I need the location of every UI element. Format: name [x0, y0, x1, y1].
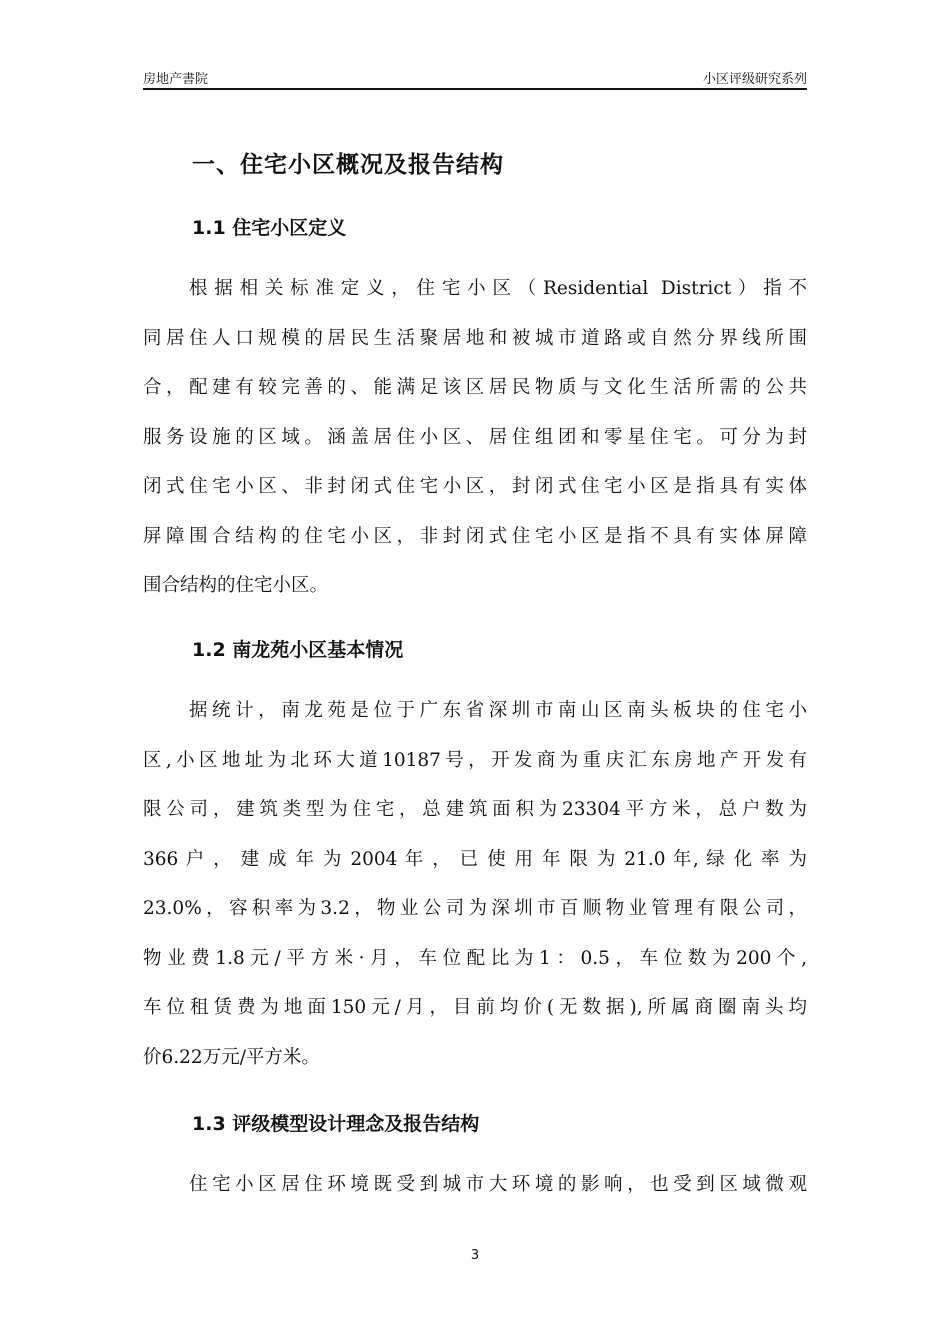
page-number: 3 — [470, 1248, 480, 1263]
paragraph-line: 闭式住宅小区、非封闭式住宅小区，封闭式住宅小区是指具有实体 — [143, 476, 807, 497]
paragraph-line: 围合结构的住宅小区。 — [143, 575, 329, 596]
paragraph-line: 同居住人口规模的居民生活聚居地和被城市道路或自然分界线所围 — [143, 327, 807, 349]
section-title-1-3: 1.3 评级模型设计理念及报告结构 — [192, 1113, 480, 1135]
paragraph-line: 车位租赁费为地面150元/月，目前均价(无数据),所属商圈南头均 — [143, 997, 807, 1018]
paragraph-line: 366 户 ， 建 成 年 为 2004 年 ， 已 使 用 年 限 为 21.0 年, 绿 化 率 为 — [143, 848, 807, 870]
paragraph-line: 物业费1.8元/平方米·月，车位配比为1：0.5，车位数为200个, — [143, 947, 807, 969]
paragraph-line: 服务设施的区域。涵盖居住小区、居住组团和零星住宅。可分为封 — [143, 426, 807, 448]
paragraph-line: 限公司，建筑类型为住宅，总建筑面积为23304平方米，总户数为 — [143, 799, 807, 820]
paragraph-line: 屏障围合结构的住宅小区，非封闭式住宅小区是指不具有实体屏障 — [143, 525, 807, 547]
header-left-text: 房地产書院 — [143, 72, 209, 87]
section-paragraph-1-2 — [143, 686, 807, 1082]
header-right-text: 小区评级研究系列 — [702, 72, 807, 87]
chapter-title: 一、住宅小区概况及报告结构 — [192, 152, 504, 178]
page-header — [143, 66, 807, 90]
paragraph-line: 合，配建有较完善的、能满足该区居民物质与文化生活所需的公共 — [143, 377, 807, 398]
section-paragraph-1-3 — [143, 1160, 807, 1210]
section-title-1-1: 1.1 住宅小区定义 — [192, 217, 347, 239]
paragraph-line: 住宅小区居住环境既受到城市大环境的影响，也受到区域微观 — [189, 1174, 807, 1195]
paragraph-line: 23.0%，容积率为3.2，物业公司为深圳市百顺物业管理有限公司， — [143, 898, 807, 919]
paragraph-line: 据统计，南龙苑是位于广东省深圳市南山区南头板块的住宅小 — [189, 700, 807, 721]
paragraph-line: 区,小区地址为北环大道10187号，开发商为重庆汇东房地产开发有 — [143, 749, 807, 771]
section-title-1-2: 1.2 南龙苑小区基本情况 — [192, 639, 404, 661]
paragraph-line: 价6.22万元/平方米。 — [143, 1046, 320, 1068]
paragraph-line: 根据相关标准定义，住宅小区（Residential District）指不 — [189, 278, 807, 299]
section-paragraph-1-1 — [143, 264, 807, 611]
